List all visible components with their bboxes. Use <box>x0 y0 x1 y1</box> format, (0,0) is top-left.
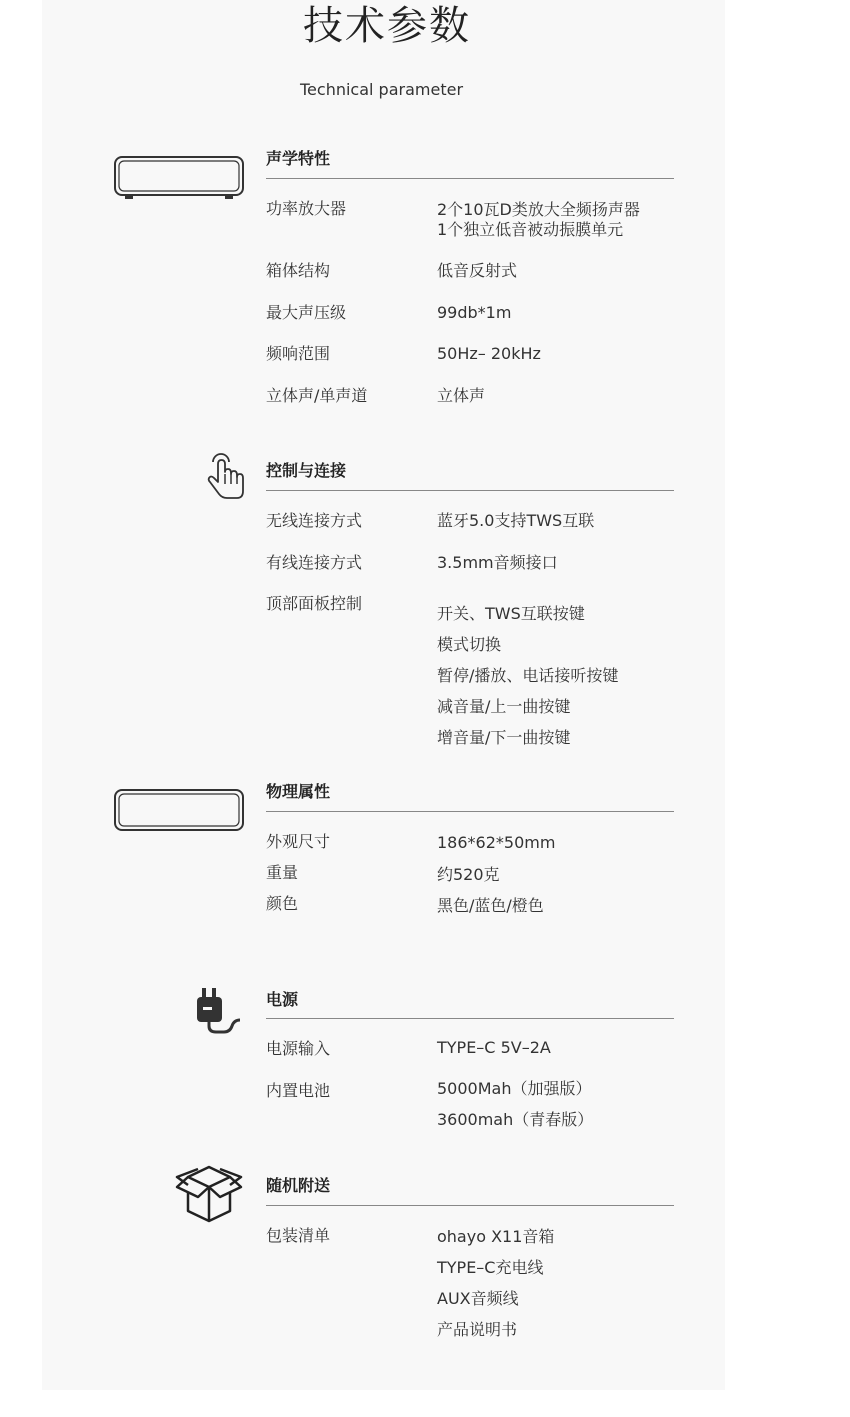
spec-value: 模式切换 <box>437 635 502 654</box>
spec-value: 2个10瓦D类放大全频扬声器 <box>437 200 640 219</box>
section-divider <box>266 178 674 179</box>
section-title: 控制与连接 <box>266 461 347 480</box>
spec-label: 重量 <box>266 863 299 882</box>
spec-value: 50Hz– 20kHz <box>437 344 541 363</box>
spec-value: 1个独立低音被动振膜单元 <box>437 220 624 239</box>
spec-label: 频响范围 <box>266 344 331 363</box>
page-title: 技术参数 <box>303 3 471 49</box>
spec-label: 电源输入 <box>266 1039 331 1058</box>
page-subtitle: Technical parameter <box>300 80 464 99</box>
speaker-icon <box>113 155 247 201</box>
spec-label: 立体声/单声道 <box>266 386 368 405</box>
spec-value: 3600mah（青春版） <box>437 1110 594 1129</box>
section-title: 电源 <box>266 990 299 1009</box>
package-box-icon <box>174 1163 244 1225</box>
spec-value: 蓝牙5.0支持TWS互联 <box>437 511 595 530</box>
spec-label: 无线连接方式 <box>266 511 363 530</box>
spec-label: 箱体结构 <box>266 261 331 280</box>
spec-label: 颜色 <box>266 894 299 913</box>
spec-value: 减音量/上一曲按键 <box>437 697 571 716</box>
spec-label: 顶部面板控制 <box>266 594 363 613</box>
spec-label: 内置电池 <box>266 1081 331 1100</box>
spec-label: 外观尺寸 <box>266 832 331 851</box>
section-divider <box>266 1018 674 1019</box>
touch-hand-icon <box>205 452 247 500</box>
spec-value: ohayo X11音箱 <box>437 1227 555 1246</box>
spec-value: TYPE–C 5V–2A <box>437 1038 551 1057</box>
spec-value: 增音量/下一曲按键 <box>437 728 571 747</box>
section-title: 声学特性 <box>266 149 331 168</box>
spec-value: 立体声 <box>437 386 486 405</box>
spec-value: 黑色/蓝色/橙色 <box>437 896 544 915</box>
section-title: 物理属性 <box>266 782 331 801</box>
spec-value: 5000Mah（加强版） <box>437 1079 592 1098</box>
spec-value: 低音反射式 <box>437 261 518 280</box>
speaker-icon <box>113 788 247 834</box>
spec-value: AUX音频线 <box>437 1289 519 1308</box>
spec-value: 99db*1m <box>437 303 512 322</box>
spec-label: 功率放大器 <box>266 199 347 218</box>
section-divider <box>266 811 674 812</box>
spec-value: 约520克 <box>437 865 500 884</box>
power-plug-icon <box>194 986 244 1036</box>
spec-value: 产品说明书 <box>437 1320 518 1339</box>
section-title: 随机附送 <box>266 1176 331 1195</box>
spec-value: 3.5mm音频接口 <box>437 553 558 572</box>
spec-value: 暂停/播放、电话接听按键 <box>437 666 619 685</box>
spec-label: 最大声压级 <box>266 303 347 322</box>
section-divider <box>266 1205 674 1206</box>
spec-label: 有线连接方式 <box>266 553 363 572</box>
spec-value: 开关、TWS互联按键 <box>437 604 585 623</box>
spec-label: 包装清单 <box>266 1226 331 1245</box>
section-divider <box>266 490 674 491</box>
spec-value: 186*62*50mm <box>437 833 556 852</box>
spec-value: TYPE–C充电线 <box>437 1258 544 1277</box>
